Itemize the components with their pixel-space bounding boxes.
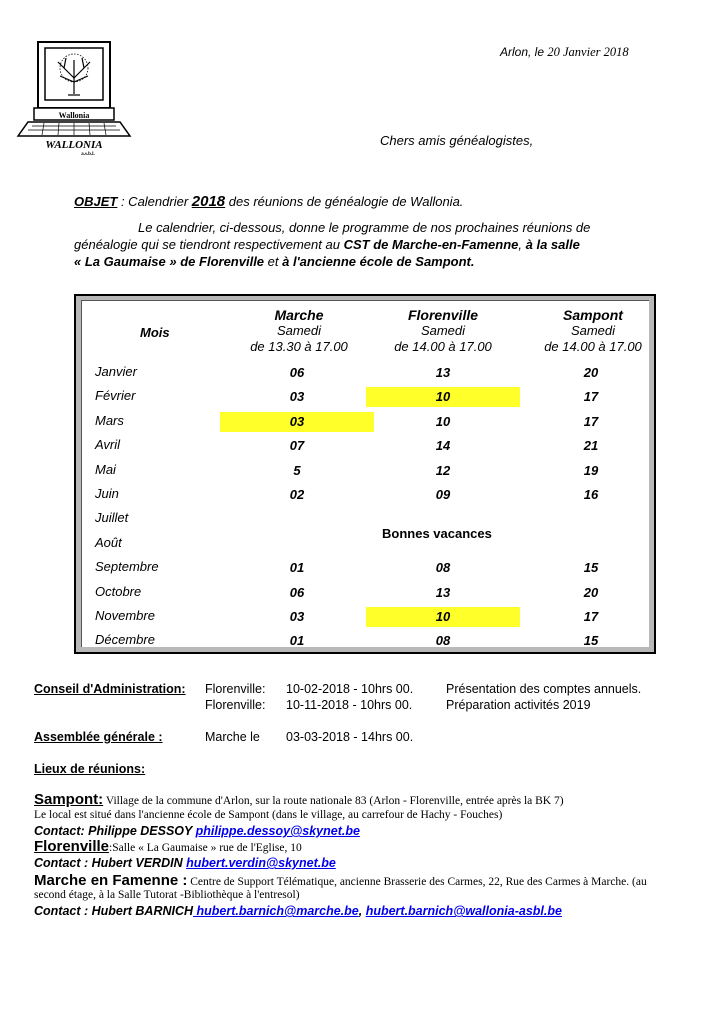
conseil-desc-1: Présentation des comptes annuels.: [446, 682, 642, 696]
marche-date-cell: 06: [289, 584, 305, 600]
greeting: Chers amis généalogistes,: [380, 133, 534, 148]
conseil-desc-2: Préparation activités 2019: [446, 698, 591, 712]
month-label: Octobre: [95, 583, 142, 599]
marche-desc-1: Centre de Support Télématique, ancienne Brasserie des Carmes, 22, Rue des Carmes à Marche. (au: [187, 876, 647, 888]
wallonia-logo: [14, 38, 134, 156]
sampont-email-link[interactable]: philippe.dessoy@skynet.be: [195, 824, 360, 838]
marche-date-cell: 01: [289, 633, 305, 649]
florenville-date-cell: 13: [435, 584, 451, 600]
florenville-date-cell: 09: [435, 487, 451, 502]
month-label: Décembre: [95, 632, 155, 648]
sampont-date-cell: 19: [583, 462, 599, 478]
florenville-date-cell: 08: [435, 560, 451, 576]
marche-date-cell: [220, 534, 374, 554]
florenville-desc: :Salle « La Gaumaise » rue de l'Eglise, 10: [109, 842, 302, 854]
marche-date-cell: 03: [289, 609, 305, 624]
conseil-place-2: Florenville:: [205, 698, 266, 712]
florenville-date-cell: 12: [435, 462, 451, 478]
month-label: Avril: [95, 437, 121, 453]
assemblee-label: Assemblée générale :: [34, 730, 163, 744]
florenville-email-link[interactable]: hubert.verdin@skynet.be: [186, 856, 336, 870]
florenville-line: [34, 838, 302, 856]
sampont-date-cell: [514, 509, 668, 529]
florenville-date-cell: 10: [366, 607, 520, 627]
marche-desc-2: second étage, à la Salle Tutorat -Bibliothèque à l'entresol): [34, 889, 300, 901]
month-label: Juin: [95, 486, 119, 501]
month-label: Août: [95, 534, 122, 550]
header-marche: Marche Samedi de 13.30 à 17.00: [250, 307, 348, 354]
objet-line: [74, 193, 463, 210]
sampont-line: [34, 791, 564, 809]
month-label: Juillet: [95, 510, 129, 526]
sampont-date-cell: 21: [583, 438, 599, 454]
logo-screen-label: Wallonia: [58, 111, 90, 120]
tree-computer-icon: [14, 38, 134, 156]
intro-line-2: généalogie qui se tiendront respectivement au CST de Marche-en-Famenne, à la salle: [74, 237, 580, 252]
vacation-label: Bonnes vacances: [382, 526, 492, 541]
marche-line: [34, 872, 647, 890]
sampont-date-cell: 20: [583, 365, 599, 380]
conseil-place-1: Florenville:: [205, 682, 266, 696]
sampont-date-cell: 20: [583, 584, 599, 600]
calendar-inner: [81, 300, 649, 647]
conseil-date-1: 10-02-2018 - 10hrs 00.: [286, 682, 414, 696]
header-mois: Mois: [140, 325, 170, 340]
sampont-desc-1: Village de la commune d'Arlon, sur la route nationale 83 (Arlon - Florenville, entrée après la BK 7): [103, 795, 564, 807]
marche-date-cell: [220, 509, 374, 529]
objet-prefix: : Calendrier: [117, 194, 192, 209]
month-label: Novembre: [95, 608, 155, 623]
sampont-contact: Contact: Philippe DESSOY philippe.dessoy@skynet.be: [34, 824, 360, 838]
marche-date-cell: 03: [220, 412, 374, 432]
objet-label: OBJET: [74, 194, 118, 209]
marche-date-cell: 5: [293, 462, 301, 478]
calendar-table: [74, 294, 656, 654]
florenville-date-cell: 10: [435, 413, 451, 429]
objet-suffix: des réunions de généalogie de Wallonia.: [225, 194, 464, 209]
sampont-date-cell: [514, 534, 668, 554]
dateline: [500, 45, 629, 60]
month-label: Mars: [95, 412, 124, 428]
marche-contact: Contact : Hubert BARNICH hubert.barnich@marche.be, hubert.barnich@wallonia-asbl.be: [34, 904, 562, 918]
intro-paragraph: [74, 219, 634, 270]
marche-date-cell: 01: [289, 560, 305, 576]
marche-email-link-2[interactable]: hubert.barnich@wallonia-asbl.be: [365, 904, 562, 918]
month-label: Mai: [95, 461, 116, 477]
dateline-city: Arlon, le: [500, 45, 545, 59]
sampont-date-cell: 16: [583, 487, 599, 502]
conseil-label: Conseil d'Administration:: [34, 682, 186, 696]
marche-date-cell: 02: [289, 487, 305, 502]
conseil-date-2: 10-11-2018 - 10hrs 00.: [286, 698, 413, 712]
florenville-date-cell: 10: [366, 387, 520, 407]
logo-brand-sub: a.s.b.l.: [81, 152, 95, 156]
sampont-date-cell: 15: [583, 633, 599, 649]
dateline-date: 20 Janvier 2018: [547, 45, 629, 59]
month-label: Février: [95, 388, 136, 404]
assemblee-place: Marche le: [205, 730, 260, 744]
marche-title: Marche en Famenne :: [34, 872, 188, 889]
sampont-date-cell: 17: [583, 389, 599, 405]
month-label: Septembre: [95, 559, 159, 575]
marche-email-link-1[interactable]: hubert.barnich@marche.be: [193, 904, 359, 918]
sampont-title: Sampont:: [34, 791, 104, 808]
month-label: Janvier: [95, 364, 137, 379]
sampont-desc-2: Le local est situé dans l'ancienne école de Sampont (dans le village, au carrefour de Hachy - Fouches): [34, 809, 503, 821]
sampont-date-cell: 17: [583, 609, 599, 624]
marche-date-cell: 07: [289, 438, 305, 454]
florenville-date-cell: 14: [435, 438, 451, 454]
lieux-label: Lieux de réunions:: [34, 762, 146, 776]
marche-date-cell: 06: [289, 365, 305, 380]
header-sampont: Sampont Samedi de 14.00 à 17.00: [544, 307, 642, 354]
sampont-date-cell: 15: [583, 560, 599, 576]
intro-line-3: « La Gaumaise » de Florenville et à l'ancienne école de Sampont.: [74, 254, 475, 269]
header-florenville: Florenville Samedi de 14.00 à 17.00: [394, 307, 492, 354]
florenville-date-cell: 13: [435, 365, 451, 380]
logo-brand-text: WALLONIA: [45, 139, 103, 151]
florenville-contact: Contact : Hubert VERDIN hubert.verdin@skynet.be: [34, 856, 336, 870]
assemblee-date: 03-03-2018 - 14hrs 00.: [286, 730, 414, 744]
objet-year: 2018: [191, 193, 226, 210]
florenville-date-cell: 08: [435, 633, 451, 649]
florenville-title: Florenville: [34, 838, 110, 855]
sampont-date-cell: 17: [583, 413, 599, 429]
marche-date-cell: 03: [289, 389, 305, 405]
intro-line-1: Le calendrier, ci-dessous, donne le programme de nos prochaines réunions de: [138, 220, 591, 235]
